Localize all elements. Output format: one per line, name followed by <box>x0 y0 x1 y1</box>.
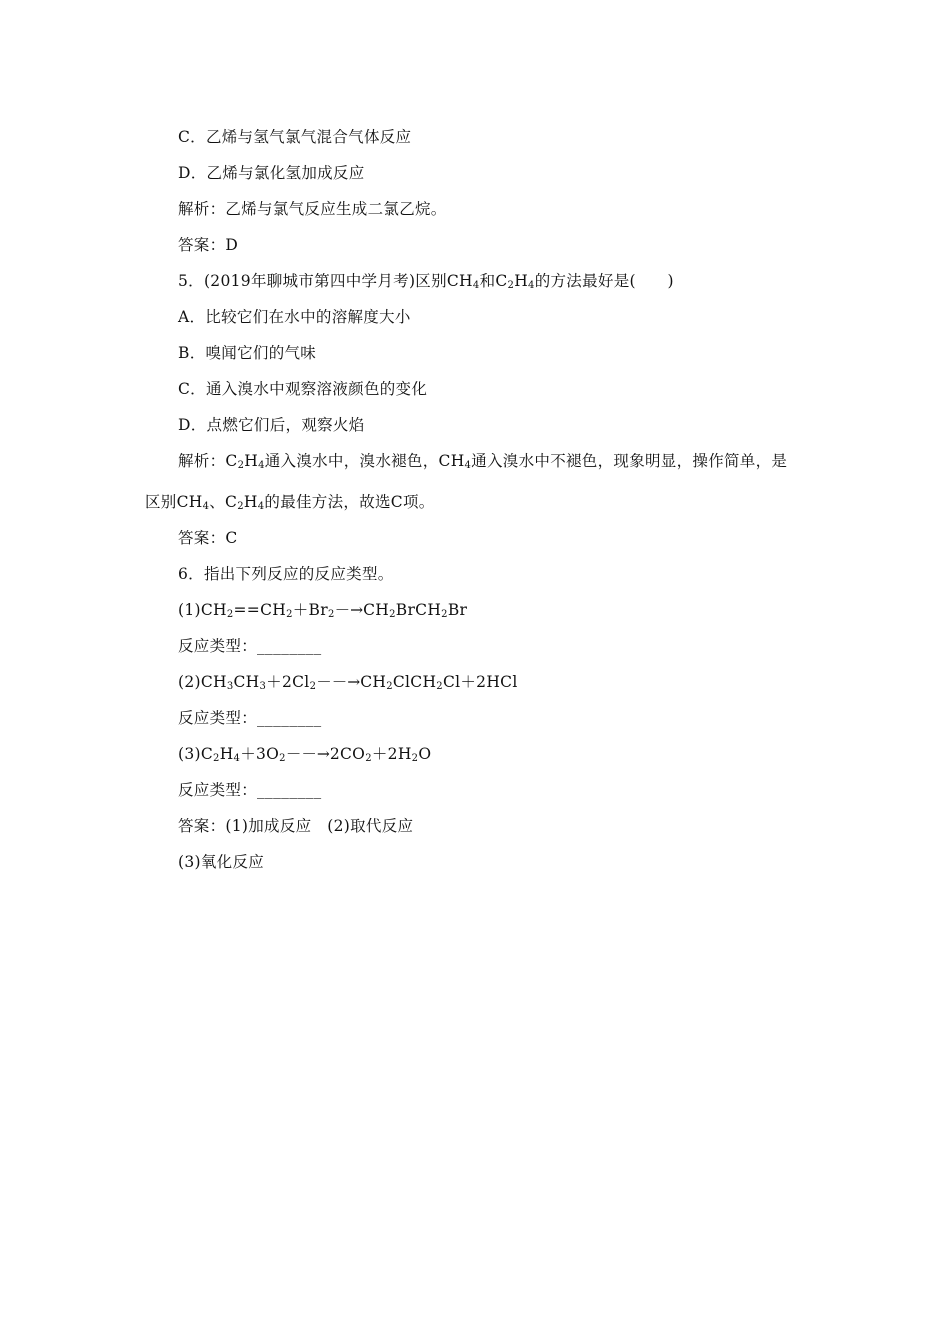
text-run: O <box>418 745 432 763</box>
text-run: 的方法最好是( ) <box>534 272 674 290</box>
text-run: H <box>243 493 258 511</box>
text-run: CH <box>363 601 390 619</box>
text-run: CH <box>233 673 260 691</box>
q5-analysis-line2 <box>145 492 435 512</box>
text-run: BrCH <box>395 601 442 619</box>
subscript: 2 <box>226 609 234 620</box>
text-run: H <box>219 745 234 763</box>
text-run: (1)CH <box>178 601 227 619</box>
subscript: 2 <box>237 460 245 471</box>
subscript: 2 <box>386 681 393 692</box>
text-run: ==CH <box>233 601 287 619</box>
subscript: 2 <box>436 681 443 692</box>
text-run: 、C <box>209 493 238 511</box>
q5-answer: 答案：C <box>178 529 238 547</box>
reaction-arrow: －→ <box>334 601 364 619</box>
reaction-arrow: －－→ <box>285 745 330 763</box>
text-run: 和C <box>479 272 508 290</box>
q6-stem: 6．指出下列反应的反应类型。 <box>178 565 394 583</box>
text-run: Br <box>447 601 468 619</box>
text-run: ＋2H <box>371 745 412 763</box>
subscript: 2 <box>286 609 293 620</box>
text-run: 的最佳方法，故选C项。 <box>264 493 435 511</box>
subscript: 3 <box>226 681 234 692</box>
q6-reaction-1 <box>178 600 467 620</box>
subscript: 2 <box>309 681 317 692</box>
text-run: ＋Br <box>292 601 328 619</box>
reaction-arrow: －－→ <box>316 673 361 691</box>
q5-option-b: B．嗅闻它们的气味 <box>178 344 317 362</box>
text-run: Cl＋2HCl <box>442 673 518 691</box>
subscript: 4 <box>472 280 480 291</box>
subscript: 2 <box>327 609 335 620</box>
text-run: (2)CH <box>178 673 227 691</box>
subscript: 2 <box>237 501 244 512</box>
subscript: 2 <box>441 609 448 620</box>
subscript: 4 <box>257 501 265 512</box>
q4-answer: 答案：D <box>178 236 239 254</box>
subscript: 4 <box>464 460 472 471</box>
q4-option-c: C．乙烯与氢气氯气混合气体反应 <box>178 128 412 146</box>
subscript: 4 <box>233 753 241 764</box>
subscript: 2 <box>213 753 220 764</box>
q6-type-1: 反应类型：________ <box>178 637 322 655</box>
q6-type-2: 反应类型：________ <box>178 709 322 727</box>
q5-stem <box>178 271 674 291</box>
q4-analysis: 解析：乙烯与氯气反应生成二氯乙烷。 <box>178 200 447 218</box>
subscript: 4 <box>202 501 210 512</box>
subscript: 2 <box>507 280 515 291</box>
q4-option-d: D．乙烯与氯化氢加成反应 <box>178 164 365 182</box>
text-run: (3)C <box>178 745 214 763</box>
q6-reaction-3 <box>178 744 431 764</box>
q5-option-c: C．通入溴水中观察溶液颜色的变化 <box>178 380 428 398</box>
q6-answer-line2: (3)氧化反应 <box>178 853 265 871</box>
text-run: ClCH <box>392 673 437 691</box>
text-run: H <box>514 272 529 290</box>
subscript: 2 <box>279 753 286 764</box>
subscript: 2 <box>411 753 419 764</box>
text-run: 2CO <box>329 745 366 763</box>
text-run: 区别CH <box>145 493 203 511</box>
subscript: 2 <box>365 753 372 764</box>
q6-answer-line1: 答案：(1)加成反应 (2)取代反应 <box>178 817 414 835</box>
text-run: H <box>244 452 259 470</box>
subscript: 4 <box>528 280 535 291</box>
subscript: 3 <box>259 681 267 692</box>
subscript: 2 <box>389 609 396 620</box>
q5-analysis-line1 <box>178 451 787 471</box>
text-run: ＋2Cl <box>266 673 310 691</box>
q5-option-d: D．点燃它们后，观察火焰 <box>178 416 365 434</box>
text-run: ＋3O <box>240 745 280 763</box>
subscript: 4 <box>258 460 265 471</box>
q6-type-3: 反应类型：________ <box>178 781 322 799</box>
text-run: 解析：C <box>178 452 238 470</box>
q5-option-a: A．比较它们在水中的溶解度大小 <box>178 308 411 326</box>
q6-reaction-2 <box>178 672 518 692</box>
text-run: 通入溴水中，溴水褪色，CH <box>264 452 465 470</box>
text-run: CH <box>360 673 387 691</box>
text-run: 5．(2019年聊城市第四中学月考)区别CH <box>178 272 473 290</box>
text-run: 通入溴水中不褪色，现象明显，操作简单，是 <box>471 452 788 470</box>
